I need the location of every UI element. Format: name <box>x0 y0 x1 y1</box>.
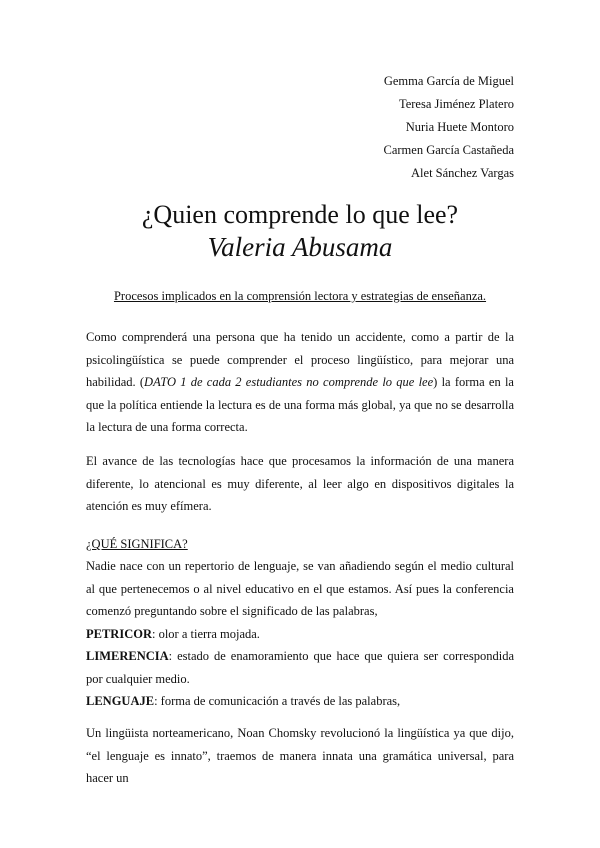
speaker-name: Valeria Abusama <box>207 232 393 262</box>
author-name: Carmen García Castañeda <box>383 143 514 157</box>
document-subtitle: Procesos implicados en la comprensión lectora y estrategias de enseñanza. <box>113 289 487 303</box>
definition-term: LIMERENCIA <box>86 649 169 663</box>
definition-text: : olor a tierra mojada. <box>151 626 260 641</box>
definition-text: : estado de enamoramiento que hace que quiera ser correspondida por cualquier medio. <box>86 649 514 686</box>
author-name: Alet Sánchez Vargas <box>411 166 514 180</box>
paragraph-text: ) la forma en la que la política entiende la lectura es de una forma más global, ya que no se desarrolla la lectura de una forma correcta. <box>86 375 514 434</box>
definition-item <box>86 690 514 713</box>
paragraph-italic-text: DATO 1 de cada 2 estudiantes no comprende lo que lee <box>144 375 434 389</box>
section-heading: ¿QUÉ SIGNIFICA? <box>86 537 188 551</box>
paragraph-meaning <box>86 555 514 713</box>
paragraph-chomsky: Un lingüista norteamericano, Noan Chomsky revolucionó la lingüística ya que dijo, “el lenguaje es innato”, traemos de manera innata una gramática universal, para hacer un <box>86 726 514 785</box>
author-name: Nuria Huete Montoro <box>405 120 514 134</box>
paragraph-intro <box>86 326 514 439</box>
paragraph-technology: El avance de las tecnologías hace que procesamos la información de una manera diferente, lo atencional es muy diferente, al leer algo en dispositivos digitales la atención es muy efímera. <box>86 454 514 513</box>
paragraph-text: Como comprenderá una persona que ha tenido un accidente, como a partir de la psicolingüística se puede comprender el proceso lingüístico, para mejorar una habilidad. ( <box>86 330 514 389</box>
definition-term: LENGUAJE <box>86 694 155 708</box>
author-name: Teresa Jiménez Platero <box>398 97 514 111</box>
author-list <box>384 70 515 185</box>
definition-item <box>86 645 514 690</box>
definition-term: PETRICOR <box>86 626 152 641</box>
paragraph-text: Nadie nace con un repertorio de lenguaje, se van añadiendo según el medio cultural al que pertenecemos o al nivel educativo en el que estamos. Así pues la conferencia comenzó preguntando sobre el significado de las palabras, <box>86 559 514 618</box>
author-name: Gemma García de Miguel <box>383 74 514 88</box>
document-title: ¿Quien comprende lo que lee? <box>141 200 459 229</box>
definition-item <box>86 623 514 646</box>
definition-text: : forma de comunicación a través de las palabras, <box>154 694 401 708</box>
